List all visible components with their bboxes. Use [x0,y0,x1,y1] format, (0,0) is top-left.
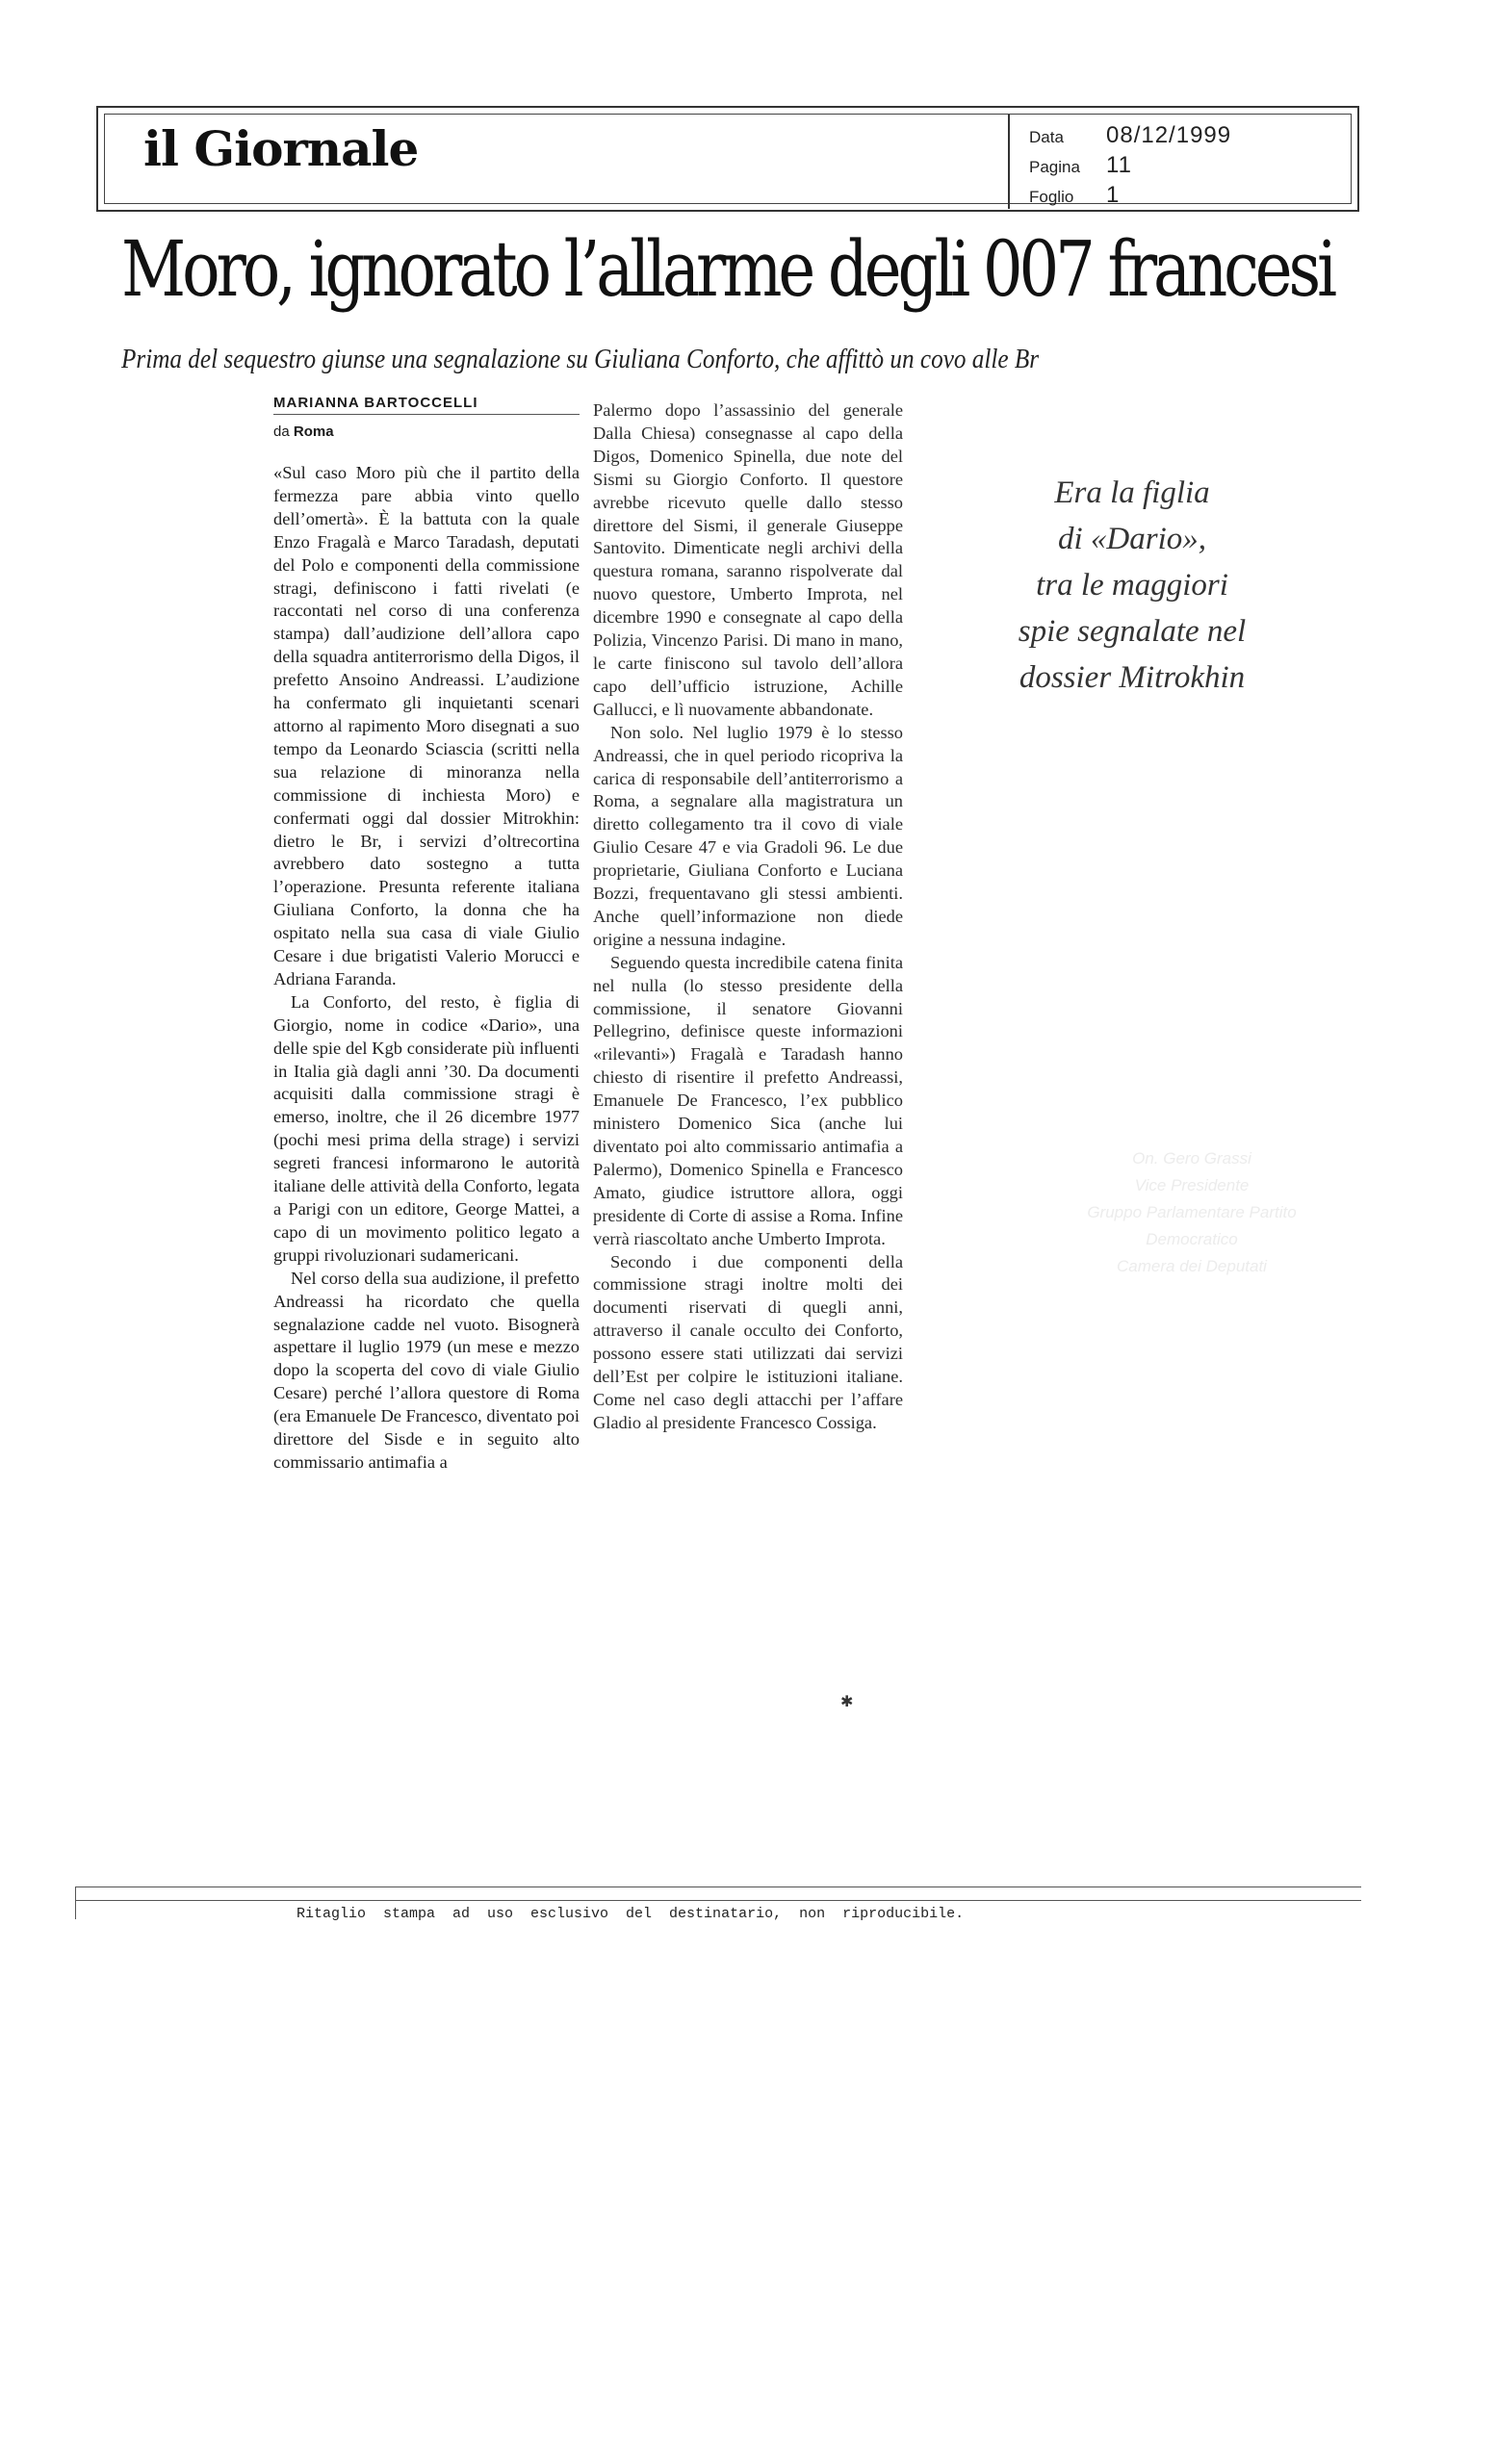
meta-divider [1008,115,1010,209]
article-byline: MARIANNA BARTOCCELLI [273,395,580,415]
faded-stamp-watermark [1047,1145,1336,1280]
newspaper-masthead: il Giornale [143,120,419,177]
article-column-2 [593,399,903,1435]
article-paragraph: «Sul caso Moro più che il partito della fermezza pare abbia vinto quello dell’omertà». È la battuta con la quale Enzo Fragalà e Marco Taradash, deputati del Polo e componenti della commissione stragi, definiscono i fatti rivelati (e raccontati nel corso di una conferenza stampa) dall’audizione dell’allora capo della squadra antiterrorismo della Digos, il prefetto Ansoino Andreassi. L’audizione ha confermato gli inquietanti scenari attorno al rapimento Moro disegnati a suo tempo da Leonardo Sciascia (scritti nella sua relazione di minoranza nella commissione di inchiesta Moro) e confermati oggi dal dossier Mitrokhin: dietro le Br, i servizi d’oltrecortina avrebbero dato sostegno a tutta l’operazione. Presunta referente italiana Giuliana Conforto, la donna che ha ospitato nella sua casa di viale Giulio Cesare i due brigatisti Valerio Morucci e Adriana Faranda. [273,463,580,988]
stamp-line: Vice Presidente [1134,1176,1250,1194]
meta-row-page [1029,152,1231,182]
stamp-line: Gruppo Parlamentare Partito Democratico [1087,1203,1297,1248]
article-paragraph: Non solo. Nel luglio 1979 è lo stesso Andreassi, che in quel periodo ricopriva la carica di responsabile dell’antiterrorismo a Roma, a segnalare alla magistratura un diretto collegamento tra il covo di viale Giulio Cesare 47 e via Gradoli 96. Le due proprietarie, Giuliana Conforto e Luciana Bozzi, frequentavano gli stessi ambienti. Anche quell’informazione non diede origine a nessuna indagine. [593,722,903,949]
stamp-line: On. Gero Grassi [1132,1149,1251,1168]
stamp-line: Camera dei Deputati [1117,1257,1267,1275]
meta-label: Pagina [1029,158,1080,176]
article-paragraph: Secondo i due componenti della commissione stragi inoltre molti dei documenti riservati di quegli anni, attraverso il canale occulto dei Conforto, possono essere stati utilizzati dai servizi dell’Est per colpire le istituzioni italiane. Come nel caso degli attacchi per l’affare Gladio al presidente Francesco Cossiga. [593,1251,903,1432]
meta-label: Foglio [1029,188,1074,206]
article-paragraph: La Conforto, del resto, è figlia di Giorgio, nome in codice «Dario», una delle spie del Kgb considerate più influenti in Italia già dagli anni ’30. Da documenti acquisiti dalla commissione stragi è emerso, inoltre, che il 26 dicembre 1977 (pochi mesi prima della strage) i servizi segreti francesi informarono le autorità italiane delle attività della Conforto, legata a Parigi con un editore, George Mattei, a capo di un movimento politico legato a gruppi rivoluzionari sudamericani. [273,991,580,1265]
pull-quote-line: tra le maggiori [1036,568,1228,603]
meta-value: 1 [1106,182,1121,208]
press-clipping [75,106,1361,1925]
article-subhead: Prima del sequestro giunse una segnalazione su Giuliana Conforto, che affittò un covo alle Br [121,345,1040,374]
meta-row-sheet [1029,182,1231,212]
pull-quote-line: dossier Mitrokhin [1019,660,1246,695]
meta-row-date [1029,122,1231,152]
footer-rule-left [75,1886,76,1919]
footer-rule-bottom [75,1900,1361,1901]
article-paragraph: Palermo dopo l’assassinio del generale Dalla Chiesa) consegnasse al capo della Digos, Domenico Spinella, due note del Sismi su Giorgio Conforto. Il questore avrebbe ricevuto quelle dallo stesso direttore del Sismi, il generale Giuseppe Santovito. Dimenticate negli archivi della questura romana, saranno rispolverate dal nuovo questore, Umberto Improta, nel dicembre 1990 e consegnate al capo della Polizia, Vincenzo Parisi. Di mano in mano, le carte finiscono sul tavolo dell’allora capo dell’ufficio istruzione, Achille Gallucci, e lì nuovamente abbandonate. [593,400,903,719]
dateline-place: Roma [293,424,334,440]
pull-quote-line: spie segnalate nel [1018,614,1247,649]
header-box [96,106,1359,212]
clipping-meta [1029,122,1231,212]
dateline-prefix: da [273,424,290,440]
meta-label: Data [1029,128,1064,146]
pull-quote [930,470,1334,701]
pull-quote-line: Era la figlia [1054,475,1210,510]
article-dateline [273,424,334,440]
article-paragraph: Nel corso della sua audizione, il prefetto Andreassi ha ricordato che quella segnalazione cadde nel vuoto. Bisognerà aspettare il luglio 1979 (un mese e mezzo dopo la scoperta del covo di viale Giulio Cesare) perché l’allora questore di Roma (era Emanuele De Francesco, diventato poi direttore del Sisde e in seguito alto commissario antimafia a [273,1268,580,1472]
article-headline: Moro, ignorato l’allarme degli 007 francesi [121,224,1333,314]
header-inner-frame [104,114,1352,208]
article-column-1 [273,462,580,1475]
meta-value: 08/12/1999 [1106,122,1232,148]
footer-disclaimer: Ritaglio stampa ad uso esclusivo del destinatario, non riproducibile. [297,1906,965,1922]
footer-rule-top [75,1886,1361,1887]
meta-value: 11 [1106,152,1132,178]
pull-quote-line: di «Dario», [1057,522,1206,556]
end-of-article-mark: ✱ [840,1694,854,1710]
article-paragraph: Seguendo questa incredibile catena finita nel nulla (lo stesso presidente della commissione, il senatore Giovanni Pellegrino, definisce queste informazioni «rilevanti») Fragalà e Taradash hanno chiesto di risentire il prefetto Andreassi, Emanuele De Francesco, l’ex pubblico ministero Domenico Sica (anche lui diventato poi alto commissario antimafia a Palermo), Domenico Spinella e Francesco Amato, giudice istruttore allora, oggi presidente di Corte di assise a Roma. Infine verrà riascoltato anche Umberto Improta. [593,952,903,1248]
